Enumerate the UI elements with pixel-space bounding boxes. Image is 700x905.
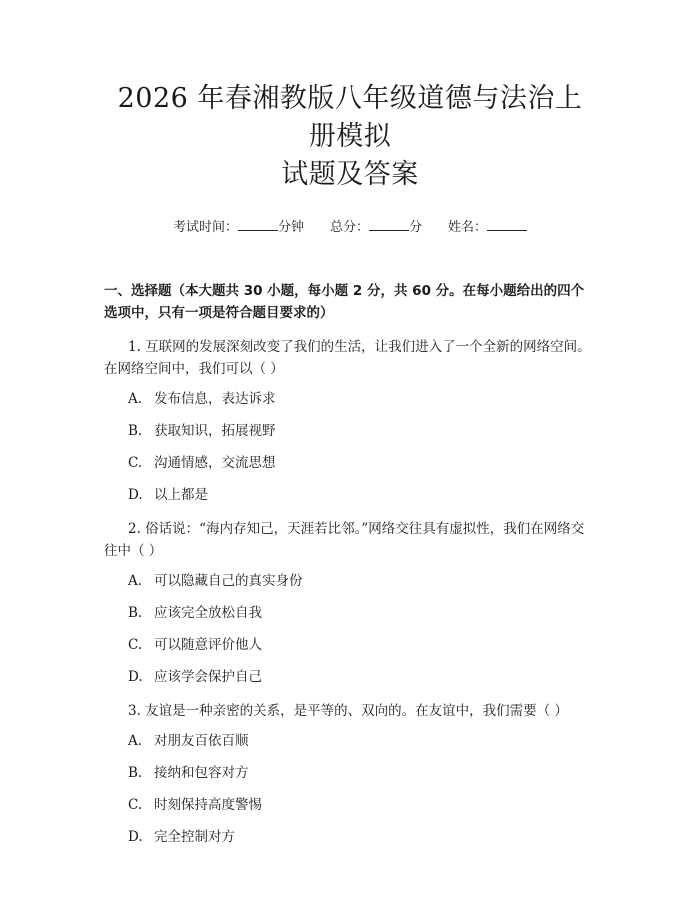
question-stem: 1. 互联网的发展深刻改变了我们的生活，让我们进入了一个全新的网络空间。在网络空间中，我们可以（ ） [104,339,591,377]
question-stem: 3. 友谊是一种亲密的关系，是平等的、双向的。在友谊中，我们需要（ ） [128,703,568,719]
exam-name-label: 姓名： [448,220,488,235]
option-letter: D. [128,487,143,503]
exam-time-label: 考试时间： [172,220,238,235]
option-letter: C. [128,797,143,813]
option-letter: C. [128,637,143,653]
option-text: 获取知识，拓展视野 [154,423,276,439]
option-text: 应该完全放松自我 [154,605,262,621]
question-options [104,388,596,506]
option-text: 完全控制对方 [154,829,235,845]
exam-time-field [173,218,304,238]
option-text: 发布信息，表达诉求 [154,391,276,407]
option-text: 对朋友百依百顺 [154,733,249,749]
exam-name-field [448,218,527,238]
option-letter: C. [128,455,143,471]
option-d [104,666,596,688]
option-text: 可以隐藏自己的真实身份 [154,573,303,589]
exam-time-unit: 分钟 [277,220,304,235]
option-text: 以上都是 [154,487,208,503]
option-b [104,602,596,624]
option-letter: B. [128,605,143,621]
question-1 [104,336,596,506]
exam-score-unit: 分 [409,220,423,235]
exam-score-field [330,218,422,238]
question-3 [104,700,596,848]
exam-meta [104,218,596,238]
option-d [104,826,596,848]
option-c [104,794,596,816]
option-text: 沟通情感，交流思想 [154,455,276,471]
exam-time-blank [238,218,278,231]
exam-score-blank [369,218,409,231]
exam-name-blank [487,218,527,231]
exam-title [104,0,596,194]
option-letter: D. [128,829,143,845]
exam-title-line1: 2026 年春湘教版八年级道德与法治上册模拟 [117,83,583,152]
option-a [104,730,596,752]
option-a [104,388,596,410]
question-2 [104,518,596,688]
option-letter: B. [128,765,143,781]
question-options [104,570,596,688]
option-c [104,634,596,656]
option-text: 接纳和包容对方 [154,765,249,781]
question-stem: 2. 俗话说：“海内存知己，天涯若比邻。”网络交往具有虚拟性，我们在网络交往中（ ） [104,521,585,559]
section-header-choice: 一、选择题（本大题共 30 小题，每小题 2 分，共 60 分。在每小题给出的四个选项中，只有一项是符合题目要求的） [104,283,585,321]
exam-score-label: 总分： [329,220,369,235]
option-letter: A. [128,391,143,407]
option-text: 可以随意评价他人 [154,637,262,653]
option-letter: B. [128,423,143,439]
option-c [104,452,596,474]
option-letter: A. [128,573,143,589]
option-d [104,484,596,506]
option-text: 应该学会保护自己 [154,669,262,685]
exam-title-line2: 试题及答案 [281,159,419,190]
option-b [104,762,596,784]
option-letter: D. [128,669,143,685]
option-text: 时刻保持高度警惕 [154,797,262,813]
question-options [104,730,596,848]
option-a [104,570,596,592]
option-b [104,420,596,442]
option-letter: A. [128,733,143,749]
